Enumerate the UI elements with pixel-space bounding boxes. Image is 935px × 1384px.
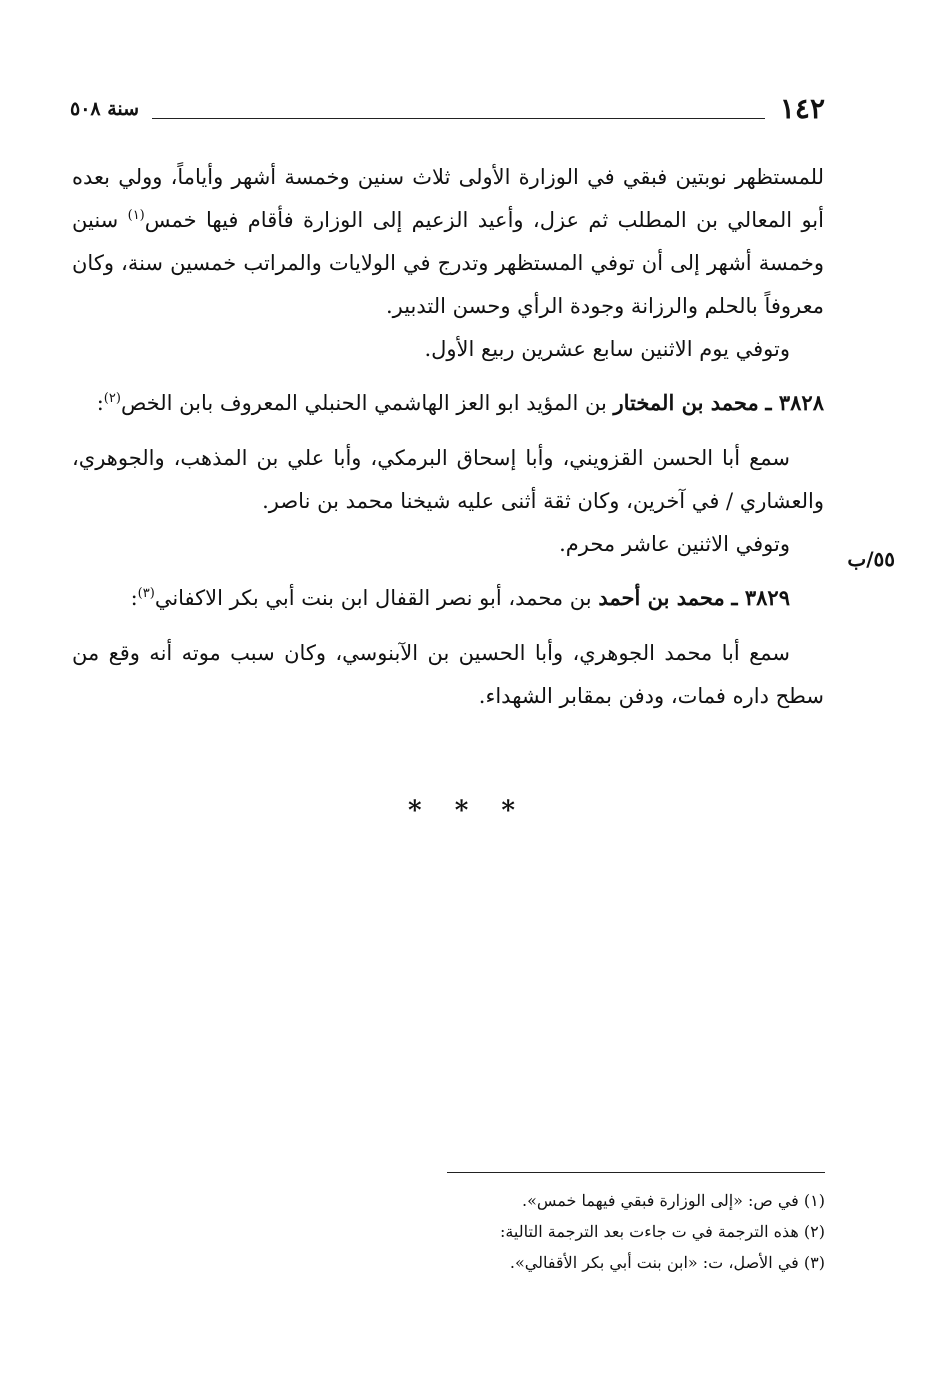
spacer	[72, 620, 824, 632]
spacer	[72, 425, 824, 437]
footnote-rule	[447, 1172, 825, 1173]
page-number: ١٤٢	[779, 92, 825, 125]
folio-margin-note: ٥٥/ب	[847, 547, 895, 571]
footnote: (٣) في الأصل، ت: «ابن بنت أبي بكر الأقفالي».	[509, 1253, 825, 1272]
paragraph: سمع أبا محمد الجوهري، وأبا الحسين بن الآبنوسي، وكان سبب موته أنه وقع من سطح داره فمات، ودفن بمقابر الشهداء.	[72, 641, 824, 708]
footnote: (٢) هذه الترجمة في ت جاءت بعد الترجمة التالية:	[499, 1222, 825, 1241]
section-divider: * * *	[408, 796, 527, 826]
colon: :	[130, 586, 138, 610]
footnote: (١) في ص: «إلى الوزارة فبقي فيهما خمس».	[521, 1191, 825, 1210]
entry-name: محمد بن أحمد	[598, 585, 725, 610]
paragraph	[72, 156, 824, 328]
footnotes	[225, 1185, 825, 1278]
footnote-ref: (٢)	[103, 391, 121, 406]
entry-lineage: بن المؤيد ابو العز الهاشمي الحنبلي المعروف بابن الخص	[120, 391, 614, 415]
paragraph-text: للمستظهر نوبتين فبقي في الوزارة الأولى ثلاث سنين وخمسة أشهر وأياماً، وولي بعده أبو المعالي بن المطلب ثم عزل، وأعيد الزعيم إلى الوزارة فأقام فيها خمس	[72, 165, 824, 232]
colon: :	[96, 391, 104, 415]
paragraph-text: سنين وخمسة أشهر إلى أن توفي المستظهر وتدرج في الولايات والمراتب خمسين سنة، وكان معروفاً بالحلم والرزانة وجودة الرأي وحسن التدبير.	[72, 208, 824, 318]
entry-name: محمد بن المختار	[613, 390, 759, 415]
footnote-ref: (٣)	[137, 586, 155, 601]
header-rule	[152, 118, 765, 119]
biography-entry-heading	[72, 576, 824, 620]
main-text	[72, 156, 824, 718]
paragraph: وتوفي الاثنين عاشر محرم.	[559, 532, 790, 556]
running-head: سنة ٥٠٨	[70, 98, 140, 120]
page-header	[70, 92, 825, 132]
paragraph: سمع أبا الحسن القزويني، وأبا إسحاق البرمكي، وأبا علي بن المذهب، والجوهري، والعشاري / في آخرين، وكان ثقة أثنى عليه شيخنا محمد بن ناصر.	[72, 446, 824, 513]
entry-number: ٣٨٢٩ ـ	[731, 585, 790, 610]
entry-lineage: بن محمد، أبو نصر القفال ابن بنت أبي بكر الاكفاني	[154, 586, 599, 610]
biography-entry-heading	[72, 381, 824, 425]
footnote-ref: (١)	[127, 208, 145, 223]
paragraph: وتوفي يوم الاثنين سابع عشرين ربيع الأول.	[424, 337, 790, 361]
entry-number: ٣٨٢٨ ـ	[765, 390, 824, 415]
